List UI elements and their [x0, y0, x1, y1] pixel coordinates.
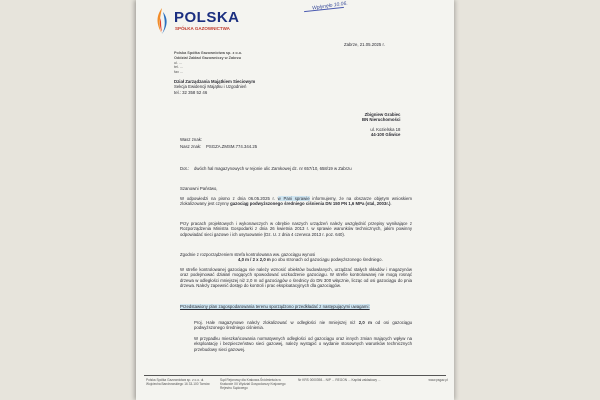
paragraph-text: . — [390, 201, 392, 207]
paragraph-text: od osi gazociągu podwyższonego średniego ciśnienia. — [194, 320, 412, 331]
sender-line: tel. ... — [174, 65, 184, 70]
department-block — [174, 79, 255, 95]
paragraph-gas-pipeline — [180, 196, 412, 207]
sender-line: Polska Spółka Gazownictwa sp. z o.o. — [174, 51, 243, 55]
paragraph-text: W odpowiedzi na pismo z dnia 06.05.2025 r. — [180, 196, 278, 201]
recipient-street: ul. Kozielska 18 — [370, 126, 401, 132]
paragraph-regulations: Przy pracach projektowych i wykonawczych w obrębie naszych urządzeń należy uwzględnić przepisy wynikające z Rozporządzenia Ministra Gospodarki z dnia 26 kwietnia 2013 r. w sprawie warunków technicznych, jakim powinny odpowiadać sieci gazowe i ich usytuowanie (Dz. U. z dnia 4 czerwca 2013 r. poz. 640). — [180, 221, 412, 237]
received-stamp: Wpłynęło 10.06. — [311, 0, 349, 12]
footer-website: www.psgaz.pl — [428, 378, 448, 382]
sender-line: fax ... — [174, 70, 184, 75]
recipient-city: 44-100 Gliwice — [370, 132, 401, 138]
salutation: Szanowni Państwo, — [180, 186, 218, 191]
footer-registration: Nr KRS 0000398... NIP ... REGON ... Kapitał zakładowy ... — [298, 378, 381, 382]
sender-address — [174, 51, 242, 75]
paragraph-text: Proj. Hale magazynowe należy zlokalizować w odległości nie mniejszej niż — [194, 320, 359, 325]
logo-wordmark: POLSKA — [174, 9, 240, 26]
paragraph-text: po obu stronach od gazociągu podwyższonego średniego. — [270, 257, 383, 263]
department-phone: tel.: 32 358 52 46 — [174, 89, 208, 95]
footer-court: Sąd Rejonowy dla Krakowa-Śródmieścia w Krakowie XII Wydział Gospodarczy Krajowego Rejestru Sądowego — [220, 378, 286, 390]
letter-page — [136, 0, 454, 400]
recipient-block — [362, 112, 400, 138]
subject-text: dwóch hal magazynowych w rejonie ulic Zamkowej dz. nr 657/10, 658/19 w Zabrzu — [194, 166, 352, 171]
recipient-company: BN Nieruchomości — [362, 117, 401, 123]
sender-line: ul. ... — [174, 60, 183, 65]
department-section: Sekcja Ewidencji Majątku i Uzgodnień — [174, 84, 247, 90]
distance-value: 2,0 m — [358, 320, 372, 325]
highlighted-text: Przedstawiony plan zagospodarowania terenu sporządzono przedkładać z następującymi uwagami: — [180, 304, 370, 309]
paragraph-control-zone — [180, 252, 412, 263]
logo-subtitle: SPÓŁKA GAZOWNICTWA — [175, 26, 230, 31]
your-ref-label: Wasz znak: — [180, 137, 203, 142]
our-ref-value: PSGZA.ZMSM.774.344.25 — [206, 144, 258, 149]
paragraph-restrictions: W strefie kontrolowanej gazociągu nie należy wznosić obiektów budowlanych, urządzać stałych składów i magazynów oraz podejmować działań mogących spowodować uszkodzenie gazociągu. W strefie kontrolowanej nie mogą rosnąć drzewa w odległości mniejszej niż 2,0 m od gazociągów o średnicy do DN 300 włącznie, licząc od osi gazociągu do pnia drzewa. Należy zapewnić dostęp do kontroli i prac eksploatacyjnych dla gazociągów. — [180, 267, 412, 289]
footer-company: Polska Spółka Gazownictwa sp. z o.o. ul. Wojciecha Bandrowskiego 16 33-100 Tarnów — [146, 378, 210, 386]
bullet-item — [194, 320, 412, 331]
footer-divider — [144, 375, 446, 376]
our-ref-label: Nasz znak: — [180, 144, 202, 149]
department-name: Dział Zarządzania Majątkiem Sieciowym — [174, 79, 256, 84]
paragraph-text: Zgodnie z rozporządzeniem strefa kontrolowana ww. gazociągu wynosi — [180, 252, 316, 257]
subject-label: Dot.: — [180, 166, 190, 171]
paragraph-text: informujemy, że na obszarze objętym wnioskiem zlokalizowany jest czynny — [180, 196, 412, 207]
bullet-item: W przypadku mieszkańcowania normatywnych odległości od gazociągu oraz innych zmian mających wpływ na eksploatację i bezpieczeństwo sieci gazowej, należy wystąpić o wydanie stosownych warunków technicznych przebudowy sieci gazowej. — [194, 336, 412, 352]
highlighted-text: w Pani sprawie — [277, 196, 310, 201]
control-zone-value: 4,0 m / 2 x 2,0 m — [238, 257, 271, 263]
paragraph-plan-notes — [180, 304, 412, 309]
flame-logo-icon — [152, 6, 172, 36]
place-date: Zabrze, 21.05.2025 r. — [344, 42, 385, 47]
sender-line: Oddział Zakład Gazowniczy w Zabrzu — [174, 55, 242, 60]
recipient-name: Zbigniew Grabiec — [364, 112, 401, 117]
pipeline-spec: gazociąg podwyższonego średniego ciśnienia DN 150 PN 1,6 MPa (stal, 2003r.) — [230, 201, 391, 207]
